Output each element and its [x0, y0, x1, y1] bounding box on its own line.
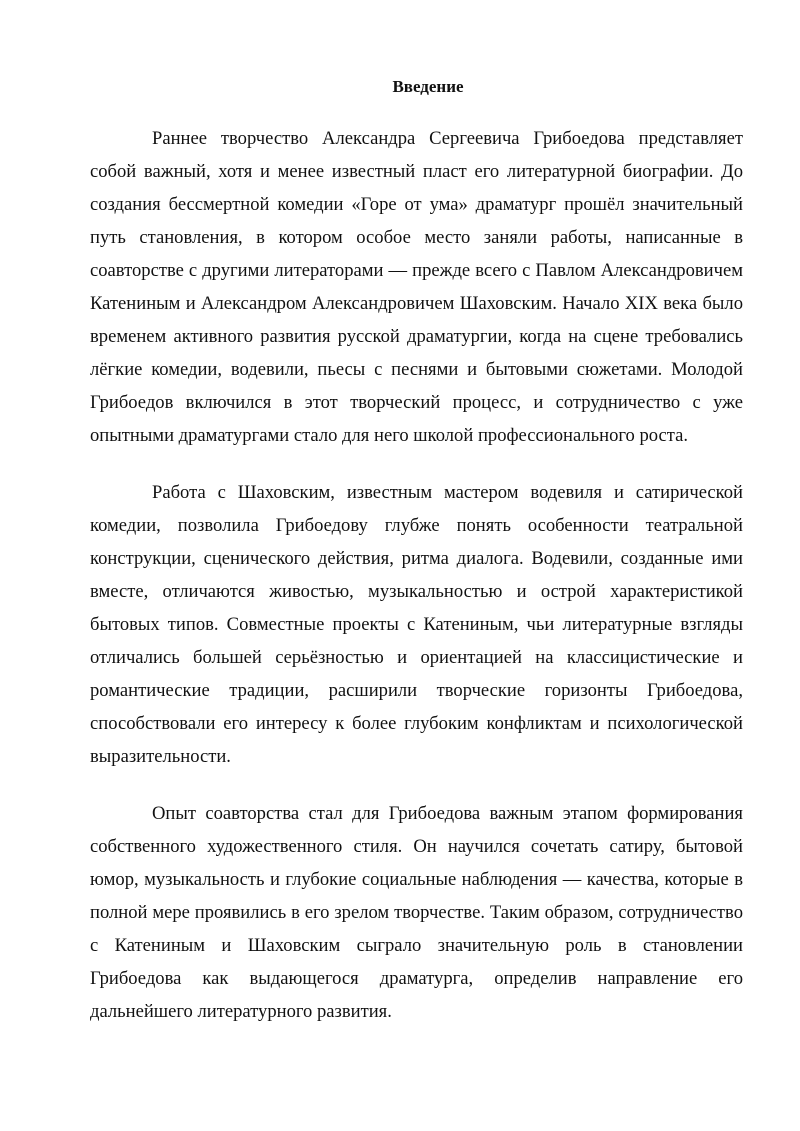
document-body — [90, 122, 743, 1028]
paragraph-1: Раннее творчество Александра Сергеевича Грибоедова представляет собой важный, хотя и менее известный пласт его литературной биографии. До создания бессмертной комедии «Горе от ума» драматург прошёл значительный путь становления, в котором особое место заняли работы, написанные в соавторстве с другими литераторами — прежде всего с Павлом Александровичем Катениным и Александром Александровичем Шаховским. Начало XIX века было временем активного развития русской драматургии, когда на сцене требовались лёгкие комедии, водевили, пьесы с песнями и бытовыми сюжетами. Молодой Грибоедов включился в этот творческий процесс, и сотрудничество с уже опытными драматургами стало для него школой профессионального роста. — [90, 128, 743, 446]
paragraph-3: Опыт соавторства стал для Грибоедова важным этапом формирования собственного художественного стиля. Он научился сочетать сатиру, бытовой юмор, музыкальность и глубокие социальные наблюдения — качества, которые в полной мере проявились в его зрелом творчестве. Таким образом, сотрудничество с Катениным и Шаховским сыграло значительную роль в становлении Грибоедова как выдающегося драматурга, определив направление его дальнейшего литературного развития. — [90, 803, 743, 1022]
page-title: Введение — [392, 77, 464, 96]
paragraph-2: Работа с Шаховским, известным мастером водевиля и сатирической комедии, позволила Грибоедову глубже понять особенности театральной конструкции, сценического действия, ритма диалога. Водевили, созданные ими вместе, отличаются живостью, музыкальностью и острой характеристикой бытовых типов. Совместные проекты с Катениным, чьи литературные взгляды отличались большей серьёзностью и ориентацией на классицистические и романтические традиции, расширили творческие горизонты Грибоедова, способствовали его интересу к более глубоким конфликтам и психологической выразительности. — [90, 482, 743, 767]
